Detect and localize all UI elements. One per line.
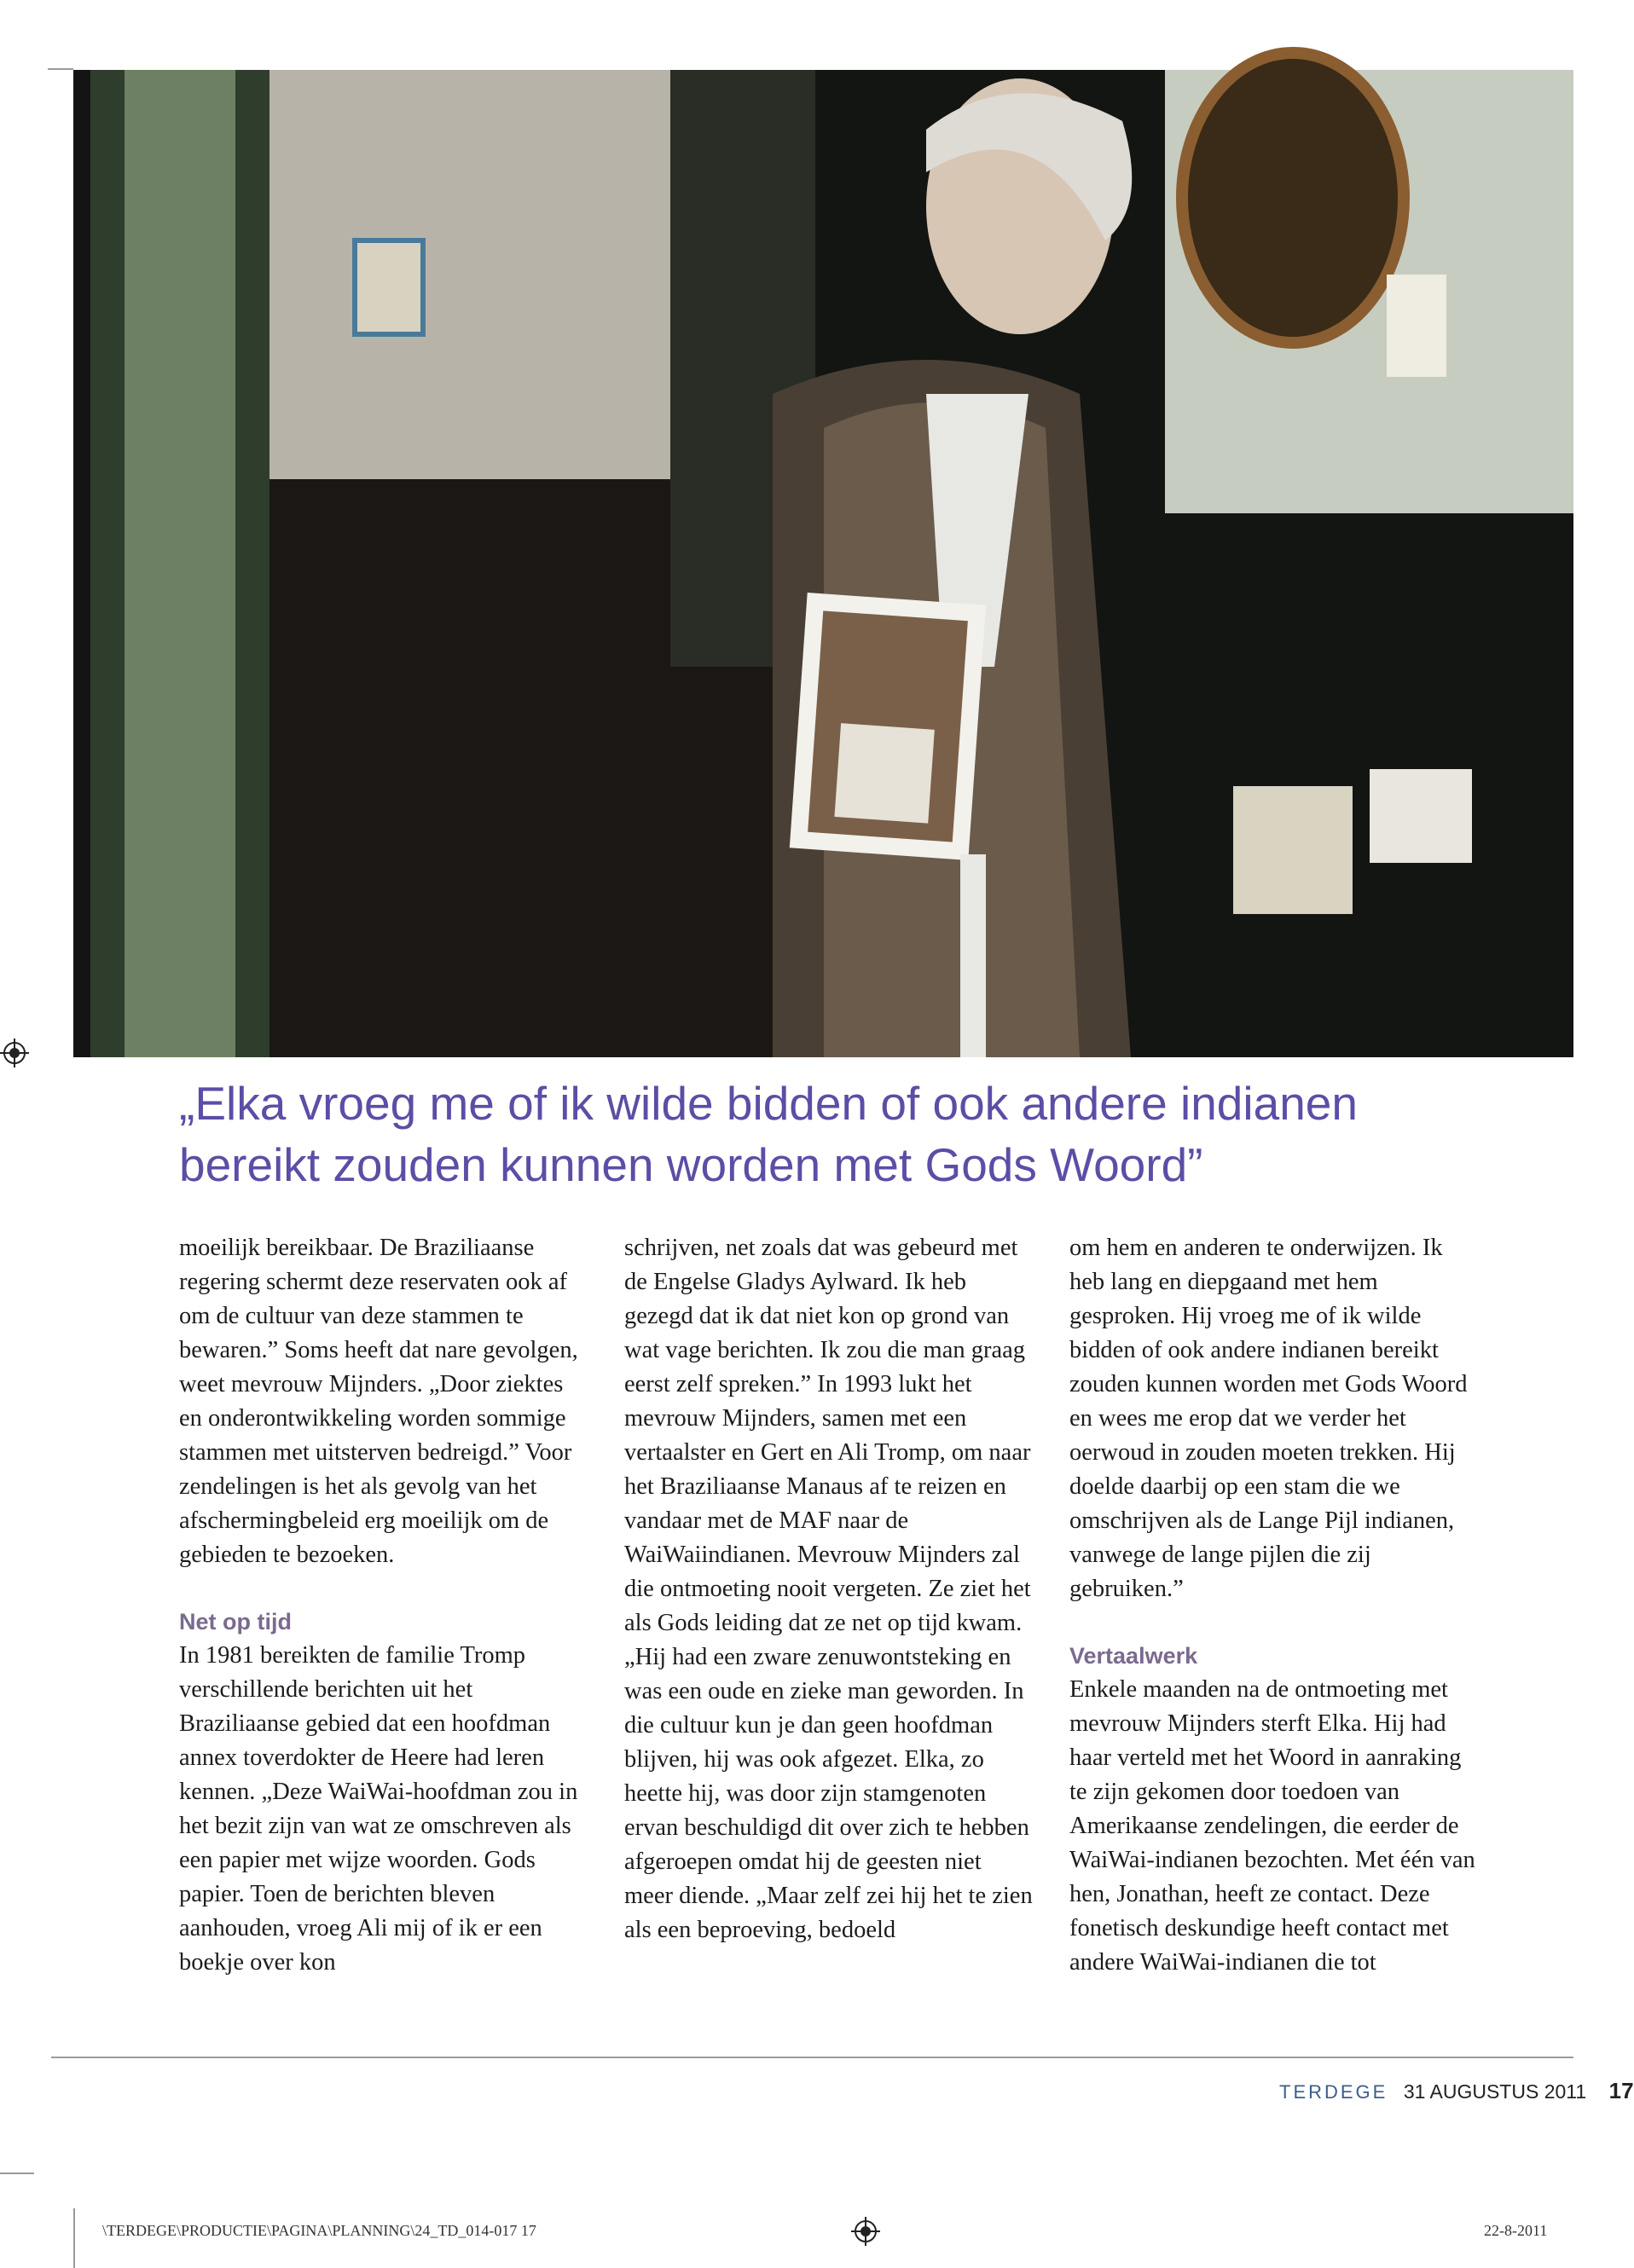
paragraph: In 1981 bereikten de familie Tromp verschillende berichten uit het Braziliaanse gebied dat een hoofdman annex toverdokter de Heere had leren kennen. „Deze WaiWai-hoofdman zou in het bezit zijn van wat ze omschreven als een papier met wijze woorden. Gods papier. Toen de berichten bleven aanhouden, vroeg Ali mij of ik er een boekje over kon	[179, 1642, 578, 1976]
crop-mark	[73, 2208, 75, 2268]
photo-woman-holding-picture	[73, 70, 1573, 1057]
registration-mark-icon	[851, 2217, 880, 2246]
paragraph: schrijven, net zoals dat was gebeurd met de Engelse Gladys Aylward. Ik heb gezegd dat ik dat niet kon op grond van wat vage berichten. Ik zou die man graag eerst zelf spreken.” In 1993 lukt het mevrouw Mijnders, samen met een vertaalster en Gert en Ali Tromp, om naar het Braziliaanse Manaus af te reizen en vandaar met de MAF naar de WaiWaiindianen. Mevrouw Mijnders zal die ontmoeting nooit vergeten. Ze ziet het als Gods leiding dat ze net op tijd kwam. „Hij had een zware zenuwontsteking en was een oude en zieke man geworden. In die cultuur kun je dan geen hoofdman blijven, hij was ook afgezet. Elka, zo heette hij, was door zijn stamgenoten ervan beschuldigd dit over zich te hebben afgeroepen omdat hij de geesten niet meer diende. „Maar zelf zei hij het te zien als een beproeving, bedoeld	[624, 1235, 1033, 1943]
magazine-name: TERDEGE	[1279, 2081, 1388, 2103]
page-number: 17	[1608, 2078, 1634, 2103]
paragraph: moeilijk bereikbaar. De Braziliaanse regering schermt deze reservaten ook af om de cultuur van deze stammen te bewaren.” Soms heeft dat nare gevolgen, weet mevrouw Mijnders. „Door ziektes en onderontwikkeling worden sommige stammen met uitsterven bedreigd.” Voor zendelingen is het als gevolg van het afschermingbeleid erg moeilijk om de gebieden te bezoeken.	[179, 1235, 578, 1568]
pull-quote	[179, 1073, 1509, 1195]
pull-quote-line: bereikt zouden kunnen worden met Gods Woord”	[179, 1138, 1203, 1191]
subheading: Net op tijd	[179, 1609, 292, 1634]
subheading: Vertaalwerk	[1069, 1643, 1198, 1669]
pull-quote-line: „Elka vroeg me of ik wilde bidden of ook andere indianen	[179, 1077, 1358, 1130]
text-column-3	[1069, 1231, 1479, 1980]
article-photo	[73, 70, 1573, 1057]
paragraph: om hem en anderen te onderwijzen. Ik heb lang en diepgaand met hem gesproken. Hij vroeg me of ik wilde bidden of ook andere indianen bereikt zouden kunnen worden met Gods Woord en wees me erop dat we verder het oerwoud in zouden moeten trekken. Hij doelde daarbij op een stam die we omschrijven als de Lange Pijl indianen, vanwege de lange pijlen die zij gebruiken.”	[1069, 1235, 1468, 1602]
text-column-2	[624, 1231, 1034, 1947]
folio	[1279, 2078, 1634, 2104]
registration-mark-icon	[0, 1039, 29, 1067]
bottom-rule	[51, 2057, 1573, 2058]
slug-date: 22-8-2011	[1484, 2222, 1548, 2239]
slug-path: \TERDEGE\PRODUCTIE\PAGINA\PLANNING\24_TD_014-017 17	[102, 2222, 536, 2239]
issue-date: 31 AUGUSTUS 2011	[1403, 2080, 1587, 2103]
paragraph: Enkele maanden na de ontmoeting met mevrouw Mijnders sterft Elka. Hij had haar verteld met het Woord in aanraking te zijn gekomen door toedoen van Amerikaanse zendelingen, die eerder de WaiWai-indianen bezochten. Met één van hen, Jonathan, heeft ze contact. Deze fonetisch deskundige heeft contact met andere WaiWai-indianen die tot	[1069, 1676, 1475, 1976]
top-rule	[48, 68, 73, 70]
crop-mark	[0, 2173, 34, 2174]
text-column-1	[179, 1231, 588, 1980]
